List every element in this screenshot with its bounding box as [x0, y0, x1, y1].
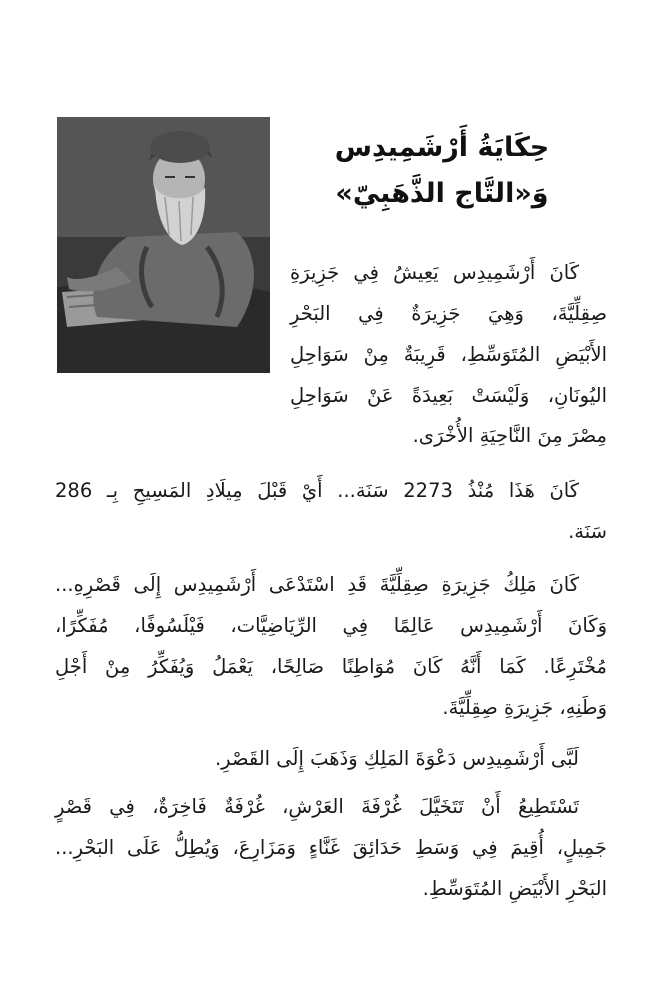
story-title-line-2: وَ«التَّاج الذَّهَبِيّ»	[335, 178, 549, 209]
story-title	[277, 125, 607, 217]
story-title-line-1: حِكَايَةُ أَرْشَمِيدِس	[334, 132, 550, 163]
paragraph-1-line-2: صِقِلِّيَّةَ، وَهِيَ جَزِيرَةٌ فِي البَحْرِ	[290, 302, 607, 325]
paragraph-5-line-3: البَحْرِ الأَبْيَضِ المُتَوَسِّطِ.	[422, 877, 607, 900]
paragraph-3-line-2: وَكَانَ أَرْشَمِيدِس عَالِمًا فِي الرِّيَاضِيَّات، فَيْلَسُوفًا، مُفَكِّرًا،	[55, 614, 607, 637]
paragraph-3	[55, 564, 607, 728]
paragraph-3-line-3: مُخْتَرِعًا. كَمَا أَنَّهُ كَانَ مُوَاطِنًا صَالِحًا، يَعْمَلُ وَيُفَكِّرُ مِنْ أَجْلِ	[55, 655, 607, 678]
paragraph-1-line-4: اليُونَانِ، وَلَيْسَتْ بَعِيدَةً عَنْ سَوَاحِلِ	[290, 384, 607, 407]
paragraph-1-end	[55, 415, 607, 456]
paragraph-1-line-1: كَانَ أَرْشَمِيدِس يَعِيشُ فِي جَزِيرَةِ	[290, 261, 579, 284]
paragraph-2-line-2: سَنَة.	[568, 520, 607, 543]
paragraph-2	[55, 470, 607, 552]
archimedes-portrait-icon	[57, 117, 270, 373]
paragraph-1	[290, 252, 607, 416]
paragraph-1-line-5: مِصْرَ مِنَ النَّاحِيَةِ الأُخْرَى.	[412, 424, 607, 447]
archimedes-portrait-image	[57, 117, 270, 373]
paragraph-5-line-1: تَسْتَطِيعُ أَنْ تَتَخَيَّلَ غُرْفَةَ العَرْشِ، غُرْفَةٌ فَاخِرَةٌ، فِي قَصْرٍ	[55, 795, 579, 818]
paragraph-3-line-1: كَانَ مَلِكُ جَزِيرَةِ صِقِلِّيَّةَ قَدِ اسْتَدْعَى أَرْشَمِيدِس إِلَى قَصْرِهِ...	[55, 573, 579, 596]
paragraph-3-line-4: وَطَنِهِ، جَزِيرَةِ صِقِلِّيَّةَ.	[442, 696, 607, 719]
paragraph-4	[55, 738, 607, 779]
paragraph-2-line-1: كَانَ هَذَا مُنْذُ 2273 سَنَة... أَيْ قَبْلَ مِيلَادِ المَسِيحِ بِـ 286	[55, 479, 579, 502]
paragraph-1-line-3: الأَبْيَضِ المُتَوَسِّطِ، قَرِيبَةٌ مِنْ سَوَاحِلِ	[290, 343, 607, 366]
paragraph-5	[55, 786, 607, 909]
paragraph-5-line-2: جَمِيلٍ، أُقِيمَ فِي وَسَطِ حَدَائِقَ غَنَّاءٍ وَمَزَارِعَ، وَيُطِلُّ عَلَى البَحْرِ...	[55, 836, 607, 859]
paragraph-4-line-1: لَبَّى أَرْشَمِيدِس دَعْوَةَ المَلِكِ وَذَهَبَ إِلَى القَصْرِ.	[214, 747, 579, 770]
